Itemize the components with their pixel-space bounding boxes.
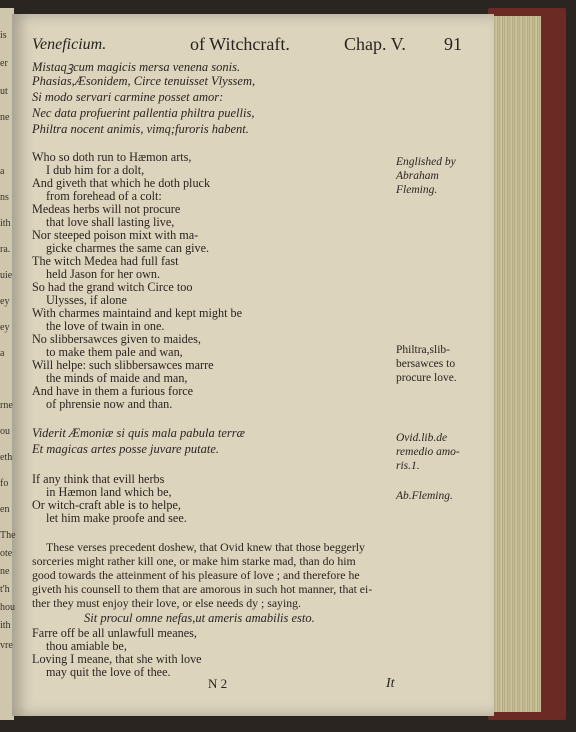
english-verse-line: from forehead of a colt: xyxy=(46,189,162,203)
gutter-fragment: ne xyxy=(0,566,10,577)
english-verse-line: If any think that evill herbs xyxy=(32,472,165,486)
english-verse-line: to make them pale and wan, xyxy=(46,345,183,359)
gutter-fragment: rne xyxy=(0,400,13,411)
english-verse-line: Loving I meane, that she with love xyxy=(32,652,202,666)
page-number: 91 xyxy=(444,34,462,54)
english-verse-line: the minds of maide and man, xyxy=(46,371,188,385)
english-verse-line: Ulysses, if alone xyxy=(46,293,127,307)
english-verse-line: Farre off be all unlawfull meanes, xyxy=(32,626,197,640)
marginal-note: Ovid.lib.de xyxy=(396,432,448,444)
english-verse-line: Nor steeped poison mixt with ma- xyxy=(32,228,199,242)
english-verse-line: the love of twain in one. xyxy=(46,319,165,333)
english-verse-line: gicke charmes the same can give. xyxy=(46,241,210,255)
running-title-left: Veneficium. xyxy=(32,36,107,53)
gutter-fragment: eth xyxy=(0,452,13,463)
marginal-note: bersawces to xyxy=(396,358,456,370)
gutter-fragment: The xyxy=(0,530,16,541)
gutter-fragment: ey xyxy=(0,296,10,307)
chapter-heading: Chap. V. xyxy=(344,34,406,54)
catchword: It xyxy=(386,676,395,691)
english-verse-line: thou amiable be, xyxy=(46,639,127,653)
prose-line: ther they must enjoy their love, or else needs dy ; saying. xyxy=(32,596,301,610)
prose-line: good towards the atteinment of his pleasure of love ; and therefore he xyxy=(32,568,360,582)
english-verse-line: Who so doth run to Hæmon arts, xyxy=(32,150,192,164)
marginal-note: Abraham xyxy=(396,170,439,182)
page-edges xyxy=(493,16,541,712)
gutter-fragment: is xyxy=(0,30,7,41)
gutter-fragment: ote xyxy=(0,548,13,559)
english-verse-line: No slibbersawces given to maides, xyxy=(32,332,201,346)
latin-verse-line: Si modo servari carmine posset amor: xyxy=(32,90,224,104)
english-verse-line: may quit the love of thee. xyxy=(46,665,171,679)
gutter-fragment: ou xyxy=(0,426,10,437)
gutter-fragment: ut xyxy=(0,86,8,97)
english-verse-line: Or witch-craft able is to helpe, xyxy=(32,498,181,512)
latin-verse-line: Phasias,Æsonidem, Circe tenuisset Vlyssem, xyxy=(32,74,256,88)
gutter-fragment: a xyxy=(0,166,5,177)
prose-line: sorceries might rather kill one, or make him starke mad, than do him xyxy=(32,554,356,568)
signature-mark: N 2 xyxy=(208,676,228,691)
gutter-fragment: a xyxy=(0,348,5,359)
latin-verse-line: Nec data profuerint pallentia philtra puellis, xyxy=(32,106,255,120)
gutter-fragment: ne xyxy=(0,112,10,123)
gutter-fragment: en xyxy=(0,504,10,515)
english-verse-line: With charmes maintaind and kept might be xyxy=(32,306,243,320)
gutter-fragment: ns xyxy=(0,192,9,203)
latin-verse-line: Philtra nocent animis, vimq;furoris habent. xyxy=(32,122,249,136)
gutter-fragment: uie xyxy=(0,270,13,281)
gutter-fragment: fo xyxy=(0,478,9,489)
english-verse-line: in Hæmon land which be, xyxy=(46,485,172,499)
english-verse-line: that love shall lasting live, xyxy=(46,215,175,229)
gutter-fragment: vre xyxy=(0,640,13,651)
marginal-note: Philtra,slib- xyxy=(396,344,450,356)
latin-verse-line: Et magicas artes posse juvare putate. xyxy=(32,442,220,456)
marginal-note: Fleming. xyxy=(396,184,438,196)
english-verse-line: I dub him for a dolt, xyxy=(46,163,145,177)
prose-line: giveth his counsell to them that are amorous in such hot manner, that ei- xyxy=(32,582,373,596)
marginal-note: procure love. xyxy=(396,372,457,384)
gutter-fragment: hou xyxy=(0,602,15,613)
english-verse-line: held Jason for her own. xyxy=(46,267,161,281)
english-verse-line: of phrensie now and than. xyxy=(46,397,173,411)
english-verse-line: Medeas herbs will not procure xyxy=(32,202,181,216)
marginal-note: Ab.Fleming. xyxy=(396,490,453,502)
gutter-fragment: ith xyxy=(0,620,11,631)
latin-verse-line: Viderit Æmoniæ si quis mala pabula terræ xyxy=(32,426,245,440)
english-verse-line: The witch Medea had full fast xyxy=(32,254,179,268)
latin-verse-line: Mistaqꝫcum magicis mersa venena sonis. xyxy=(32,60,241,74)
running-title-center: of Witchcraft. xyxy=(190,34,290,54)
gutter-fragment: ith xyxy=(0,218,11,229)
gutter-fragment: er xyxy=(0,58,8,69)
english-verse-line: And have in them a furious force xyxy=(32,384,194,398)
marginal-note: remedio amo- xyxy=(396,446,460,458)
gutter-fragment: t'h xyxy=(0,584,10,595)
marginal-note: ris.1. xyxy=(396,460,420,472)
gutter-fragment: ey xyxy=(0,322,10,333)
english-verse-line: So had the grand witch Circe too xyxy=(32,280,193,294)
english-verse-line: let him make proofe and see. xyxy=(46,511,187,525)
latin-verse-line: Sit procul omne nefas,ut ameris amabilis esto. xyxy=(84,611,315,625)
english-verse-line: Will helpe: such slibbersawces marre xyxy=(32,358,214,372)
book-page xyxy=(12,14,494,716)
gutter-fragment: ra. xyxy=(0,244,11,255)
marginal-note: Englished by xyxy=(396,156,456,168)
prose-line: These verses precedent doshew, that Ovid knew that those beggerly xyxy=(46,540,365,554)
english-verse-line: And giveth that which he doth pluck xyxy=(32,176,211,190)
